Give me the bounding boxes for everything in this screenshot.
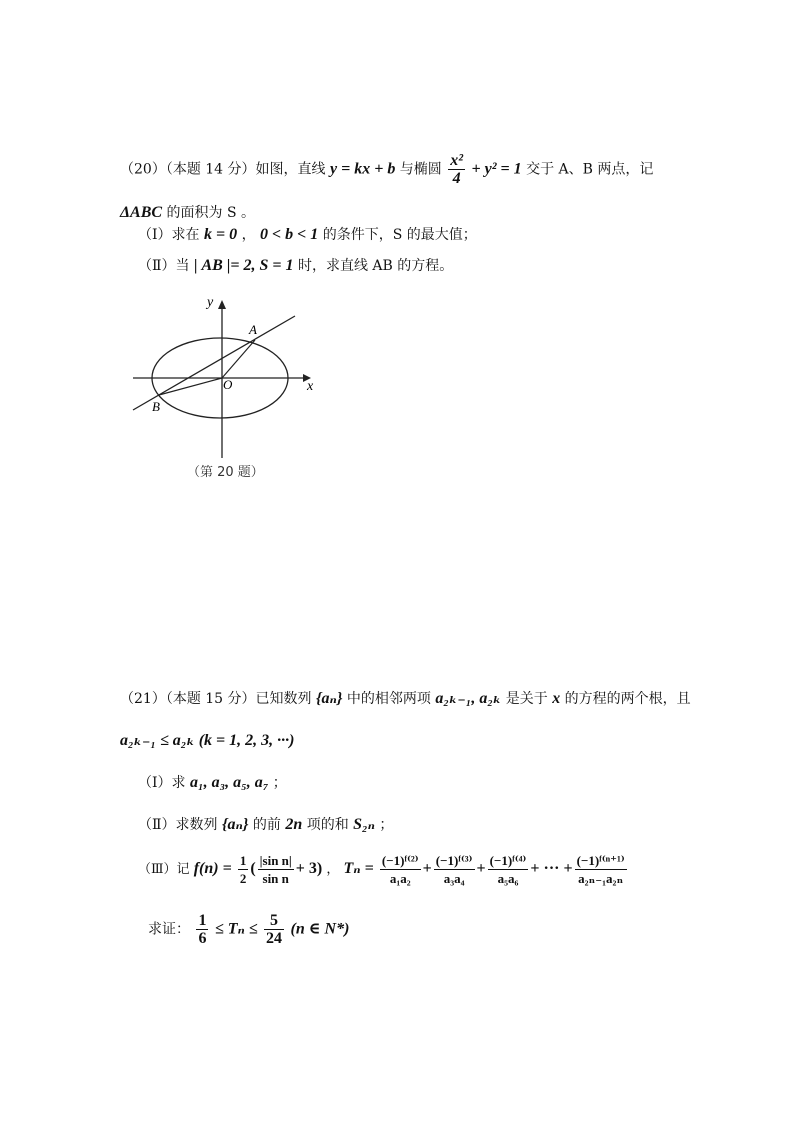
q20-part2 (138, 255, 453, 275)
q20-part1-math1: k = 0 (203, 226, 238, 243)
q21-plus-1: + (422, 860, 432, 877)
q20-header: （20）（本题 14 分）如图，直线 (120, 161, 326, 178)
q21-term2-den: a₃a₄ (443, 871, 465, 886)
q21-part1-end: ； (272, 775, 287, 791)
q20-part1-sep: ， (241, 227, 256, 243)
q20-part1-text: 的条件下，S 的最大值； (322, 227, 477, 243)
figure-caption: （第 20 题） (187, 465, 264, 480)
segment-oa (222, 340, 255, 378)
q21-term4 (575, 852, 627, 887)
q21-proof-label: 求证： (148, 921, 190, 938)
q21-plus-2: + (476, 860, 486, 877)
q21-proof-num2: 5 (264, 912, 284, 930)
q21-condition (120, 730, 294, 750)
label-y: y (207, 295, 214, 310)
q20-ellipse-rest: + y² = 1 (471, 160, 522, 178)
q21-term2-num: (−1)ᶠ⁽³⁾ (435, 853, 473, 868)
q20-part1 (138, 224, 477, 244)
q21-proof-mid: ≤ Tₙ ≤ (214, 920, 258, 938)
q20-area-text: 的面积为 S 。 (166, 205, 255, 221)
segment-ob (159, 378, 222, 395)
q21-term4-den: a₂ₙ₋₁a₂ₙ (578, 871, 624, 886)
q21-part2-end: ； (379, 817, 394, 833)
q21-term2 (434, 852, 475, 887)
q21-term1-num: (−1)ᶠ⁽²⁾ (381, 853, 419, 868)
q21-term3-num: (−1)ᶠ⁽⁴⁾ (489, 853, 527, 868)
q21-sin-tail: + 3) (295, 860, 323, 877)
q21-half-den: 2 (239, 871, 247, 886)
q20-line1 (120, 152, 653, 187)
q20-part2-math: | AB |= 2, S = 1 (193, 257, 294, 274)
y-axis-arrow-icon (218, 300, 226, 309)
label-origin: O (223, 377, 233, 392)
q21-proof (148, 912, 349, 947)
q21-part3-sep: ， (326, 862, 340, 877)
q21-var: x (552, 690, 561, 707)
q21-term1-den: a₁a₂ (389, 871, 411, 886)
q20-ellipse-numerator: x² (450, 152, 464, 169)
q21-part1-math: a₁, a₃, a₅, a₇ (189, 774, 269, 791)
q21-part1-label: （Ⅰ）求 (138, 775, 186, 791)
q21-pair: a₂ₖ₋₁, a₂ₖ (435, 690, 502, 707)
q20-end-text: 交于 A、B 两点，记 (526, 161, 654, 178)
q20-ellipse-fraction (448, 152, 465, 187)
q21-proof-tail: (n ∈ N*) (290, 920, 350, 938)
q21-tn-lhs: Tₙ = (343, 860, 374, 877)
q21-part2-mid: 的前 (252, 817, 281, 833)
q20-line2 (120, 202, 255, 222)
q21-part2-n: 2n (285, 816, 303, 833)
q20-mid-text: 与椭圆 (399, 161, 442, 178)
q21-term3 (488, 852, 529, 887)
q21-half-fraction (238, 852, 249, 887)
q21-part3-label: （Ⅲ）记 (138, 862, 190, 877)
q21-paren-open: ( (250, 860, 256, 877)
q21-proof-den2: 24 (266, 930, 283, 947)
label-x: x (307, 379, 314, 394)
q21-part2 (138, 814, 393, 834)
q21-mid1: 中的相邻两项 (346, 691, 431, 707)
q20-ellipse-denominator: 4 (452, 170, 461, 187)
q21-part3 (138, 852, 629, 887)
q21-sin-num: |sin n| (259, 853, 292, 868)
q20-figure (125, 292, 325, 484)
q21-half-num: 1 (239, 853, 247, 868)
q21-term1 (380, 852, 421, 887)
q21-mid2: 是关于 (505, 691, 548, 707)
q21-part2-s: S₂ₙ (353, 816, 375, 833)
q21-dots: + ··· + (530, 860, 573, 877)
q21-condition-math: a₂ₖ₋₁ ≤ a₂ₖ (k = 1, 2, 3, ···) (120, 732, 295, 749)
q21-header: （21）（本题 15 分）已知数列 (120, 691, 312, 707)
q20-triangle: ΔABC (120, 204, 163, 221)
q21-sequence: {aₙ} (315, 690, 343, 707)
q21-f-def: f(n) = (193, 860, 232, 877)
label-point-b: B (152, 399, 160, 414)
q21-part2-label: （Ⅱ）求数列 (138, 817, 218, 833)
q20-part2-label: （Ⅱ）当 (138, 258, 190, 274)
q21-sin-fraction (258, 852, 294, 887)
q21-part2-seq: {aₙ} (221, 816, 249, 833)
q21-proof-den1: 6 (198, 930, 207, 947)
label-point-a: A (249, 322, 257, 337)
q21-part2-mid2: 项的和 (306, 817, 349, 833)
q20-part1-label: （Ⅰ）求在 (138, 227, 200, 243)
q21-term4-num: (−1)ᶠ⁽ⁿ⁺¹⁾ (576, 853, 625, 868)
q21-line1 (120, 688, 691, 708)
q21-proof-frac1 (196, 912, 208, 947)
q21-sin-den: sin n (262, 871, 289, 886)
q20-line-equation: y = kx + b (329, 160, 396, 178)
q21-proof-num1: 1 (198, 912, 207, 929)
q21-end: 的方程的两个根，且 (564, 691, 691, 707)
q21-term3-den: a₅a₆ (497, 871, 519, 886)
q20-part1-math2: 0 < b < 1 (260, 226, 319, 243)
q20-part2-text: 时，求直线 AB 的方程。 (297, 258, 454, 274)
q21-proof-frac2 (264, 912, 284, 947)
q21-part1 (138, 772, 287, 792)
